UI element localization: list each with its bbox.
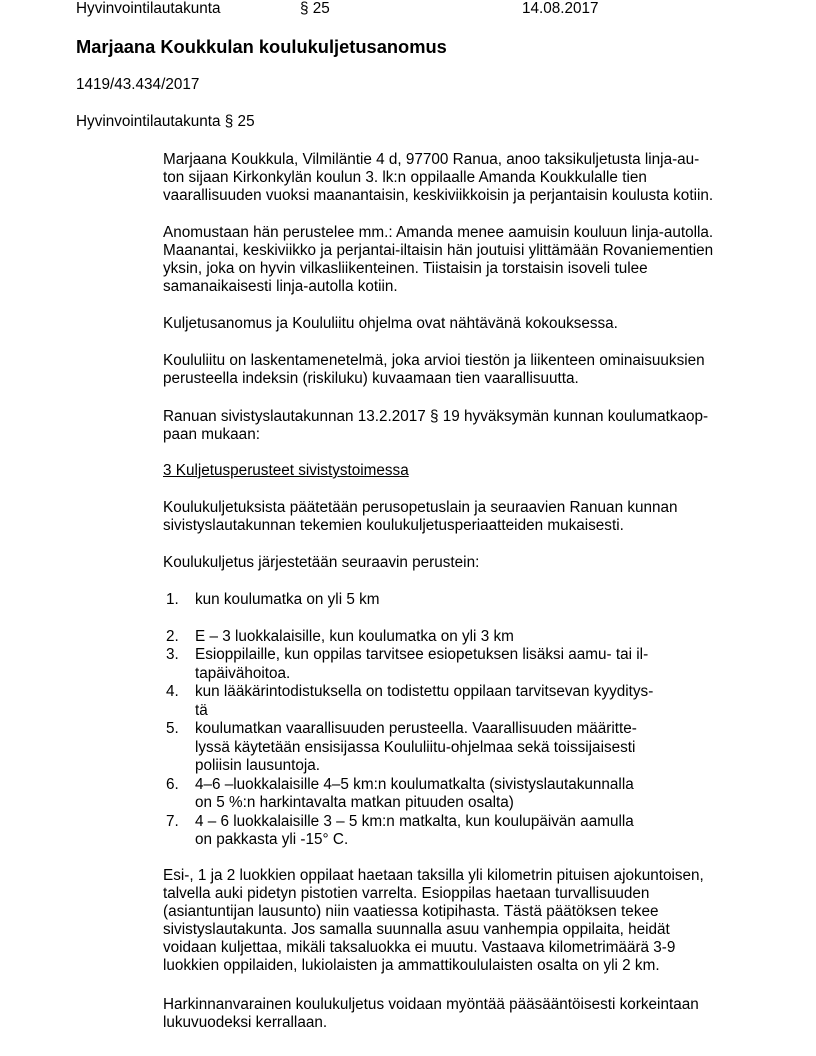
list-text: lyssä käytetään ensisijassa Koululiitu-ohjelmaa sekä toissijaisesti	[195, 738, 636, 756]
list-item	[163, 591, 723, 610]
paragraph-criteria-intro	[163, 554, 763, 572]
list-text: 4–6 –luokkalaisille 4–5 km:n koulumatkalta (sivistyslautakunnalla	[195, 775, 634, 793]
text-line: (asiantuntijan lausunto) niin vaatiessa kotipihasta. Tästä päätöksen tekee	[163, 903, 659, 920]
subheading-text: 3 Kuljetusperusteet sivistystoimessa	[163, 462, 409, 479]
text-line: sivistyslautakunta. Jos samalla suunnalla asuu vanhempia oppilaita, heidät	[163, 921, 670, 938]
text-line: sivistyslautakunnan tekemien koulukuljetusperiaatteiden mukaisesti.	[163, 517, 624, 534]
list-item	[163, 813, 723, 850]
list-text: koulumatkan vaarallisuuden perusteella. Vaarallisuuden määritte-	[195, 720, 637, 737]
paragraph-application	[163, 151, 763, 205]
header-board: Hyvinvointilautakunta	[76, 0, 221, 17]
text-line: luokkien oppilaiden, lukiolaisten ja ammattikoululaisten osalta on yli 2 km.	[163, 957, 660, 974]
list-item	[163, 628, 723, 647]
text-line: lukuvuodeksi kerrallaan.	[163, 1014, 328, 1031]
text-line: Anomustaan hän perustelee mm.: Amanda menee aamuisin kouluun linja-autolla.	[163, 224, 714, 241]
text-line: Ranuan sivistyslautakunnan 13.2.2017 § 19 hyväksymän kunnan koulumatkaop-	[163, 408, 709, 425]
list-number: 5.	[166, 720, 179, 737]
list-number: 3.	[166, 646, 179, 663]
subheading	[163, 462, 763, 480]
document-title: Marjaana Koukkulan koulukuljetusanomus	[76, 36, 447, 57]
text-line: Harkinnanvarainen koulukuljetus voidaan myöntää pääsääntöisesti korkeintaan	[163, 996, 699, 1013]
document-number: 1419/43.434/2017	[76, 76, 200, 93]
list-item	[163, 646, 723, 683]
list-number: 1.	[166, 591, 179, 608]
text-line: Marjaana Koukkula, Vilmiläntie 4 d, 97700 Ranua, anoo taksikuljetusta linja-au-	[163, 151, 700, 168]
list-number: 4.	[166, 683, 179, 700]
list-text: on 5 %:n harkintavalta matkan pituuden osalta)	[195, 794, 514, 811]
paragraph-guide-reference	[163, 408, 763, 444]
header-date: 14.08.2017	[522, 0, 599, 17]
section-reference: Hyvinvointilautakunta § 25	[76, 113, 255, 130]
list-text: kun koulumatka on yli 5 km	[195, 591, 380, 608]
list-text: tä	[195, 701, 208, 719]
list-text: on pakkasta yli -15° C.	[195, 831, 349, 848]
text-line: perusteella indeksin (riskiluku) kuvaamaan tien vaarallisuutta.	[163, 370, 579, 387]
list-text: Esioppilaille, kun oppilas tarvitsee esiopetuksen lisäksi aamu- tai il-	[195, 646, 649, 663]
list-number: 6.	[166, 775, 179, 793]
list-text: E – 3 luokkalaisille, kun koulumatka on yli 3 km	[195, 627, 514, 645]
paragraph-short-distance	[163, 867, 763, 975]
list-number: 2.	[166, 627, 179, 645]
paragraph-rules	[163, 499, 763, 535]
paragraph-justification	[163, 224, 763, 296]
header-section: § 25	[300, 0, 330, 17]
text-line: ton sijaan Kirkonkylän koulun 3. lk:n oppilaalle Amanda Koukkulalle tien	[163, 169, 647, 186]
text-line: Koululiitu on laskentamenetelmä, joka arvioi tiestön ja liikenteen ominaisuuksien	[163, 352, 705, 369]
text-line: Esi-, 1 ja 2 luokkien oppilaat haetaan taksilla yli kilometrin pituisen ajokuntoisen,	[163, 867, 704, 884]
text-line: Koulukuljetus järjestetään seuraavin perustein:	[163, 554, 480, 571]
text-line: Kuljetusanomus ja Koululiitu ohjelma ovat nähtävänä kokouksessa.	[163, 315, 618, 332]
text-line: vaarallisuuden vuoksi maanantaisin, keskiviikkoisin ja perjantaisin koulusta kotiin.	[163, 187, 714, 204]
text-line: talvella auki pidetyn pistotien varrelta. Esioppilas haetaan turvallisuuden	[163, 885, 650, 902]
text-line: Maanantai, keskiviikko ja perjantai-iltaisin hän joutuisi ylittämään Rovaniementien	[163, 242, 714, 259]
list-item	[163, 776, 723, 813]
list-item	[163, 683, 723, 720]
list-text: tapäivähoitoa.	[195, 664, 291, 682]
list-number: 7.	[166, 812, 179, 830]
list-item	[163, 720, 723, 776]
text-line: paan mukaan:	[163, 426, 260, 443]
list-text: kun lääkärintodistuksella on todistettu oppilaan tarvitsevan kyyditys-	[195, 683, 654, 700]
list-text: poliisin lausuntoja.	[195, 757, 321, 774]
paragraph-attachments	[163, 315, 763, 333]
text-line: voidaan kuljettaa, mikäli taksaluokka ei muutu. Vastaava kilometrimäärä 3-9	[163, 939, 676, 956]
text-line: yksin, joka on hyvin vilkasliikenteinen. Tiistaisin ja torstaisin isoveli tulee	[163, 260, 648, 277]
list-text: 4 – 6 luokkalaisille 3 – 5 km:n matkalta, kun koulupäivän aamulla	[195, 812, 634, 830]
paragraph-discretionary	[163, 996, 763, 1032]
text-line: Koulukuljetuksista päätetään perusopetuslain ja seuraavien Ranuan kunnan	[163, 499, 678, 516]
paragraph-koululiitu	[163, 352, 763, 388]
criteria-list	[163, 591, 723, 850]
text-line: samanaikaisesti linja-autolla kotiin.	[163, 278, 398, 295]
